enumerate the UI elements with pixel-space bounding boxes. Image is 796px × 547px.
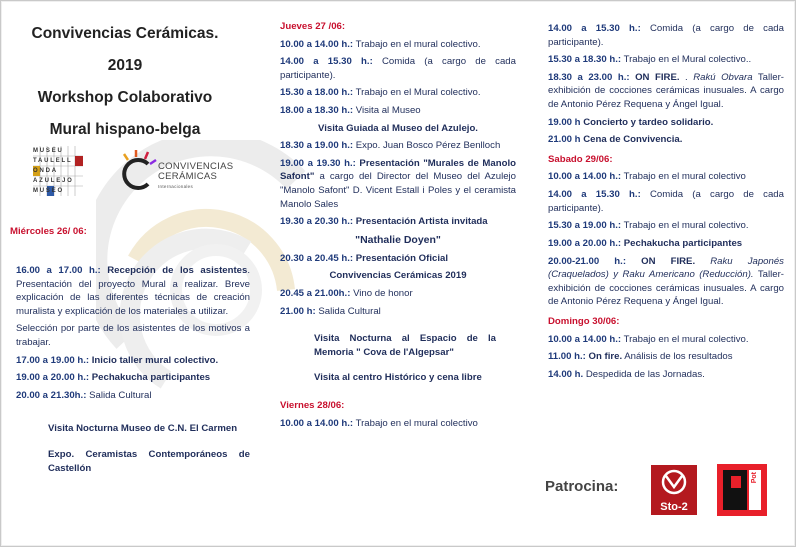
event-sat-4 (548, 237, 784, 251)
event-cultural (16, 389, 250, 403)
event-time: 15.30 a 18.30 h.: (548, 54, 622, 66)
event-text: Comida (a cargo de cada participante). (548, 23, 784, 48)
event-fri-1 (280, 417, 516, 431)
convivencias-logo-icon (118, 150, 158, 196)
event-fri-3 (548, 53, 784, 67)
event-pechakucha (16, 371, 250, 385)
sponsor2-text: Pot (751, 472, 758, 484)
event-text: Despedida de las Jornadas. (585, 368, 705, 380)
event-sun-2 (548, 350, 784, 364)
event-text: Cena de Convivencia. (583, 134, 683, 146)
title-line-2: 2019 (107, 57, 143, 74)
event-time: 11.00 h.: (548, 351, 586, 363)
event-thu-6 (280, 139, 516, 153)
event-text: Presentación Artista invitada (355, 216, 488, 228)
day-thursday: Jueves 27 /06: (280, 21, 346, 32)
event-text: Trabajo en el mural colectivo (355, 417, 478, 429)
column-3 (548, 22, 784, 381)
sponsors-label: Patrocina: (545, 478, 619, 495)
event-time: 19.00 a 20.00 h.: (548, 237, 622, 249)
event-text: Análisis de los resultados (624, 351, 733, 363)
event-time: 19.00 a 19.30 h.: (280, 157, 356, 169)
sponsor1-text: Sto-2 (660, 501, 688, 513)
event-thu-3 (280, 86, 516, 100)
event-text: a cargo del Director del Museo del Azulejo "Manolo Safont" D. Vicent Estall i Poles y el ceramista Manolo Sales (280, 171, 517, 210)
event-text: Pechakucha participantes (623, 237, 743, 249)
event-thu-12 (280, 287, 516, 301)
event-time: 20.30 a 20.45 h.: (280, 252, 354, 264)
event-sun-3 (548, 368, 784, 382)
event-fri-5 (548, 116, 784, 130)
event-text: Pechakucha participantes (91, 372, 211, 384)
event-expo: Expo. Ceramistas Contemporáneos de Castellón (48, 449, 250, 474)
event-text: Taller-exhibición de cocciones cerámicas inusuales. A cargo de Antonio Pérez Requena y Ángel Igual. (548, 269, 784, 308)
event-sat-5 (548, 255, 784, 309)
event-sat-1 (548, 170, 784, 184)
event-night-visit: Visita Nocturna Museo de C.N. El Carmen (48, 423, 238, 435)
event-time: 20.00 a 21.30h.: (16, 389, 87, 401)
sponsor-helmet-icon (651, 465, 697, 495)
event-time: 16.00 a 17.00 h.: (16, 265, 101, 276)
column-2 (280, 20, 516, 430)
event-time: 14.00 a 15.30 h.: (280, 56, 373, 68)
event-text: Trabajo en el Mural colectivo.. (623, 54, 752, 66)
event-time: 20.00-21.00 h.: (548, 255, 627, 267)
event-time: 15.30 a 18.00 h.: (280, 87, 354, 99)
event-reception (16, 264, 250, 318)
event-thu-4 (280, 104, 516, 118)
event-thu-15: Visita al centro Histórico y cena libre (314, 372, 482, 384)
museum-logo (33, 146, 83, 196)
event-time: 18.30 a 19.00 h.: (280, 140, 354, 152)
event-selection: Selección por parte de los asistentes de los motivos a trabajar. (16, 323, 250, 349)
event-time: 18.30 a 23.00 h.: (548, 71, 630, 83)
event-time: 14.00 a 15.30 h.: (548, 189, 641, 201)
event-fri-6 (548, 133, 784, 147)
event-sun-1 (548, 333, 784, 347)
event-thu-9: "Nathalie Doyen" (355, 233, 441, 246)
event-time: 19.00 h (548, 116, 581, 128)
event-time: 10.00 a 14.00 h.: (548, 333, 622, 345)
event-text: Salida Cultural (89, 389, 152, 401)
event-sat-2 (548, 188, 784, 215)
event-fri-2 (548, 22, 784, 49)
museum-logo-text-2: TAULELL (33, 158, 73, 164)
event-thu-10 (280, 252, 516, 266)
event-text: . Presentación del proyecto Mural a realizar. Breve explicación de las diferentes técnicas de creación muralista y explicación de los materiales a utilizar. (16, 265, 251, 317)
event-italic: Raku Japonés (Craquelados) y Raku Americano (Reducción). (548, 255, 784, 281)
event-text: Vino de honor (353, 288, 413, 300)
event-title: Presentación "Murales de Manolo Safont" (280, 157, 516, 183)
event-time: 10.00 a 14.00 h.: (548, 171, 622, 183)
event-thu-1 (280, 38, 516, 52)
event-text: Trabajo en el Mural colectivo. (355, 87, 481, 99)
event-text: Comida (a cargo de cada participante). (548, 189, 784, 214)
event-title: On fire. (588, 351, 623, 363)
event-title: ON FIRE. (641, 255, 696, 267)
event-thu-14: Visita Nocturna al Espacio de la Memoria " Cova de l'Algepsar" (314, 333, 496, 358)
event-title: ON FIRE. (635, 71, 680, 83)
event-thu-13 (280, 305, 516, 319)
event-text: Trabajo en el mural colectivo (623, 171, 746, 183)
cc-logo-line-1: CONVIVENCIAS (158, 161, 234, 172)
event-time: 14.00 h. (548, 368, 584, 380)
museum-logo-text-1: MUSEU (33, 148, 64, 154)
event-italic: Rakú Obvara (693, 71, 753, 83)
event-text: Salida Cultural (318, 305, 381, 317)
day-saturday: Sabado 29/06: (548, 153, 613, 165)
event-text: Taller-exhibición de cocciones cerámicas inusuales. A cargo de Antonio Pérez Requena y Ángel Igual. (548, 71, 784, 111)
event-text: Trabajo en el mural colectivo. (623, 333, 749, 345)
event-thu-2 (280, 55, 516, 82)
event-text: Expo. Juan Bosco Pérez Benlloch (355, 140, 501, 152)
event-time: 20.45 a 21.00h.: (280, 288, 351, 300)
event-workshop-start (16, 354, 250, 368)
event-thu-11: Convivencias Cerámicas 2019 (329, 270, 467, 282)
event-title: Recepción de los asistentes (107, 265, 248, 276)
event-time: 15.30 a 19.00 h.: (548, 220, 622, 232)
event-sat-3 (548, 219, 784, 233)
event-time: 21.00 h: (280, 305, 316, 317)
cc-logo-line-3: Internacionales (158, 184, 194, 189)
event-time: 18.00 a 18.30 h.: (280, 105, 354, 117)
event-thu-8 (280, 215, 516, 229)
event-time: 21.00 h (548, 134, 581, 146)
event-text: Concierto y tardeo solidario. (583, 116, 714, 128)
event-text: Presentación Oficial (355, 252, 448, 264)
event-time: 17.00 a 19.00 h.: (16, 354, 90, 366)
convivencias-logo (118, 150, 258, 196)
museum-logo-text-3: ONDA (33, 168, 58, 174)
event-fri-4: 18.30 a 23.00 h.: ON FIRE. . Rakú Obvara Taller-exhibición de cocciones cerámicas inusuales. A cargo de Antonio Pérez Requena y Ángel Igual. (548, 71, 784, 111)
day-friday: Viernes 28/06: (280, 400, 345, 412)
museum-logo-text-4: AZULEJO (33, 178, 74, 184)
event-time: 10.00 a 14.00 h.: (280, 417, 354, 429)
event-text: Visita al Museo (355, 105, 421, 117)
event-text: Comida (a cargo de cada participante). (280, 56, 516, 81)
event-text: Trabajo en el mural colectivo. (623, 220, 749, 232)
event-text: Trabajo en el mural colectivo. (355, 38, 481, 50)
event-time: 10.00 a 14.00 h.: (280, 38, 354, 50)
sponsor-logo-sto2 (651, 465, 697, 515)
day-sunday: Domingo 30/06: (548, 315, 620, 327)
cc-logo-line-2: CERÁMICAS (158, 171, 218, 182)
museum-logo-text-5: MUSEO (33, 188, 65, 194)
event-time: 19.00 a 20.00 h.: (16, 372, 90, 384)
event-thu-5: Visita Guiada al Museo del Azulejo. (318, 122, 478, 134)
event-thu-7 (280, 157, 516, 211)
title-line-4: Mural hispano-belga (49, 121, 201, 138)
title-line-3: Workshop Colaborativo (37, 89, 213, 106)
day-wednesday: Miércoles 26/ 06: (10, 226, 87, 237)
sponsor-logo-pot (717, 464, 767, 516)
event-time: 19.30 a 20.30 h.: (280, 216, 354, 228)
sponsor-p-icon (717, 464, 767, 516)
event-text: Inicio taller mural colectivo. (91, 354, 219, 366)
title-line-1: Convivencias Cerámicas. (31, 25, 219, 42)
event-time: 14.00 a 15.30 h.: (548, 23, 641, 34)
